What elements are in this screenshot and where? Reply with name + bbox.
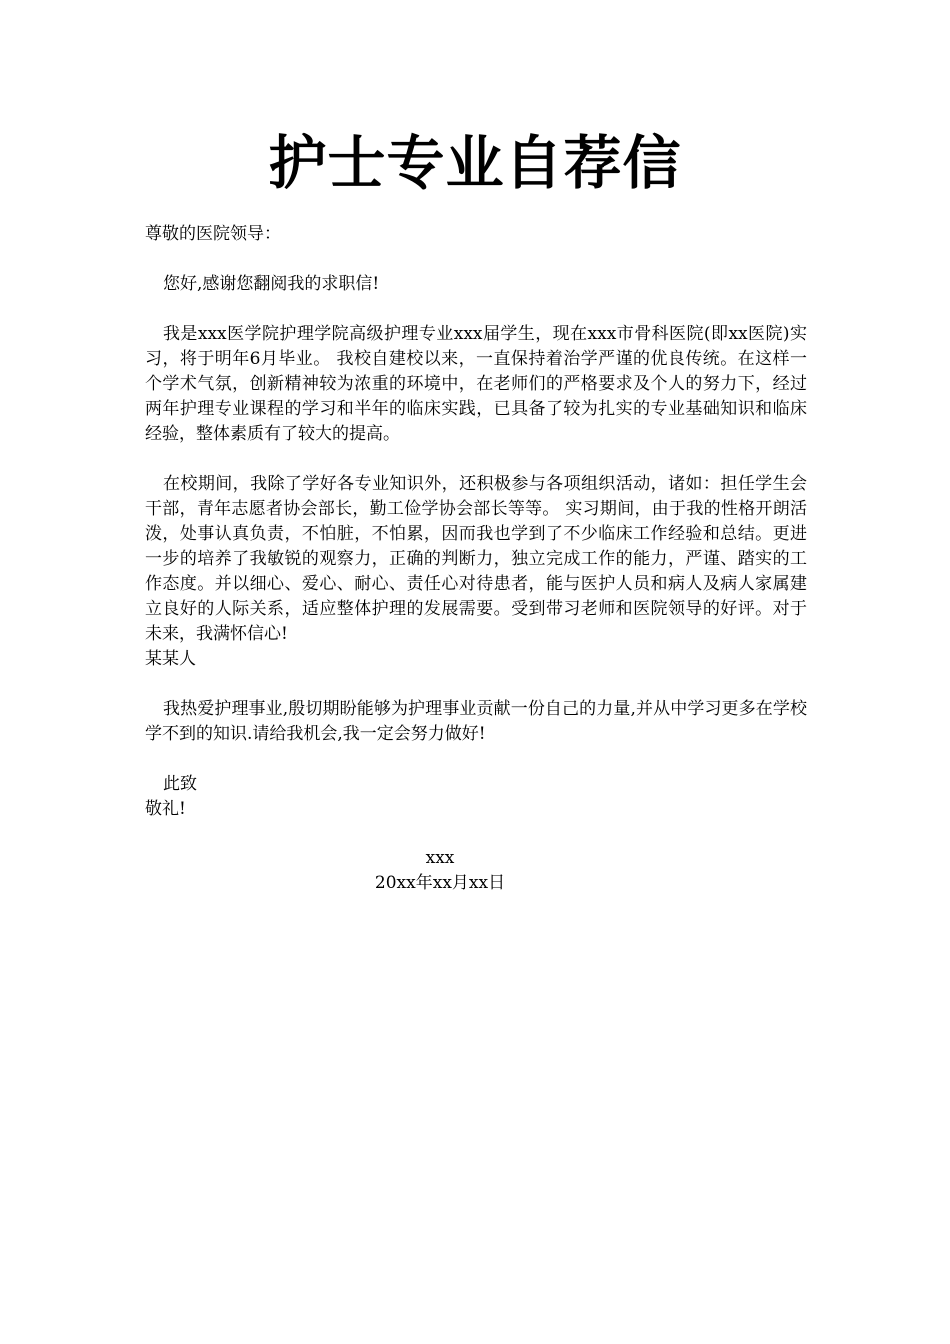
paragraph-gap [145, 747, 807, 772]
paragraph-gap [145, 447, 807, 472]
paragraph-gap [145, 297, 807, 322]
salutation: 尊敬的医院领导： [145, 224, 281, 244]
closing-line-1: 此致 [163, 774, 197, 794]
paragraph-intro: 我是xxx医学院护理学院高级护理专业xxx届学生，现在xxx市骨科医院(即xx医院)实习，将于明年6月毕业。 我校自建校以来，一直保持着治学严谨的优良传统。在这样一个学术气氛，创新精神较为浓重的环境中，在老师们的严格要求及个人的努力下，经过两年护理专业课程的学习和半年的临床实践，已具备了较为扎实的专业基础知识和临床经验，整体素质有了较大的提高。 [145, 324, 807, 444]
stray-line: 某某人 [145, 649, 196, 669]
greeting: 您好,感谢您翻阅我的求职信! [163, 274, 380, 294]
signature-name: xxx [425, 848, 455, 868]
paragraph-gap [145, 247, 807, 272]
signature-date: 20xx年xx月xx日 [374, 873, 506, 893]
closing-line-2: 敬礼! [145, 799, 186, 819]
paragraph-aspiration: 我热爱护理事业,殷切期盼能够为护理事业贡献一份自己的力量,并从中学习更多在学校学不到的知识.请给我机会,我一定会努力做好! [145, 699, 807, 744]
letter-body [145, 222, 807, 822]
paragraph-experience: 在校期间，我除了学好各专业知识外，还积极参与各项组织活动，诸如：担任学生会干部，青年志愿者协会部长，勤工俭学协会部长等等。 实习期间，由于我的性格开朗活泼，处事认真负责，不怕脏，不怕累，因而我也学到了不少临床工作经验和总结。更进一步的培养了我敏锐的观察力，正确的判断力，独立完成工作的能力，严谨、踏实的工作态度。并以细心、爱心、耐心、责任心对待患者，能与医护人员和病人及病人家属建立良好的人际关系，适应整体护理的发展需要。受到带习老师和医院领导的好评。对于未来，我满怀信心! [145, 474, 807, 644]
signature-block [145, 846, 735, 896]
paragraph-gap [145, 672, 807, 697]
page-title: 护士专业自荐信 [268, 129, 682, 197]
